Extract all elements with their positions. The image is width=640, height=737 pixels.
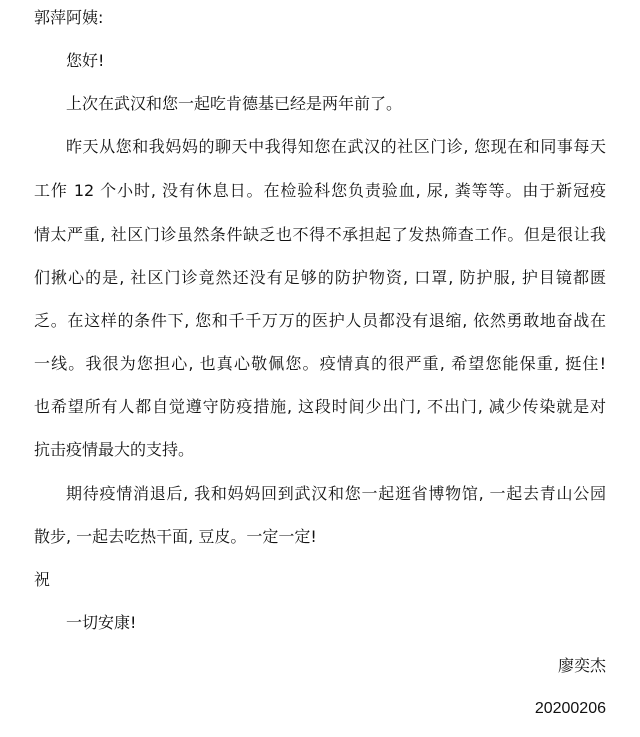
paragraph-2-line: 乏。在这样的条件下, 您和千千万万的医护人员都没有退缩, 依然勇敢地奋战在 (34, 311, 606, 330)
salutation: 郭萍阿姨: (34, 8, 104, 27)
closing-word: 祝 (34, 570, 51, 589)
paragraph-2-line: 昨天从您和我妈妈的聊天中我得知您在武汉的社区门诊, 您现在和同事每天 (66, 137, 606, 156)
greeting: 您好! (66, 51, 105, 70)
paragraph-2-line: 一线。我很为您担心, 也真心敬佩您。疫情真的很严重, 希望您能保重, 挺住! (34, 354, 606, 373)
closing-wish: 一切安康! (66, 613, 137, 632)
paragraph-3-line: 期待疫情消退后, 我和妈妈回到武汉和您一起逛省博物馆, 一起去青山公园 (66, 484, 606, 503)
paragraph-2-line: 也希望所有人都自觉遵守防疫措施, 这段时间少出门, 不出门, 减少传染就是对 (34, 397, 606, 416)
paragraph-1: 上次在武汉和您一起吃肯德基已经是两年前了。 (66, 94, 403, 113)
signature: 廖奕杰 (557, 656, 606, 675)
paragraph-2-line: 们揪心的是, 社区门诊竟然还没有足够的防护物资, 口罩, 防护服, 护目镜都匮 (34, 268, 606, 287)
date: 20200206 (534, 700, 606, 717)
paragraph-2-line: 抗击疫情最大的支持。 (34, 440, 195, 459)
paragraph-2-line: 情太严重, 社区门诊虽然条件缺乏也不得不承担起了发热筛查工作。但是很让我 (34, 225, 606, 244)
paragraph-2-line: 工作 12 个小时, 没有休息日。在检验科您负责验血, 尿, 粪等等。由于新冠疫 (34, 181, 606, 200)
paragraph-3-line: 散步, 一起去吃热干面, 豆皮。一定一定! (34, 527, 317, 546)
